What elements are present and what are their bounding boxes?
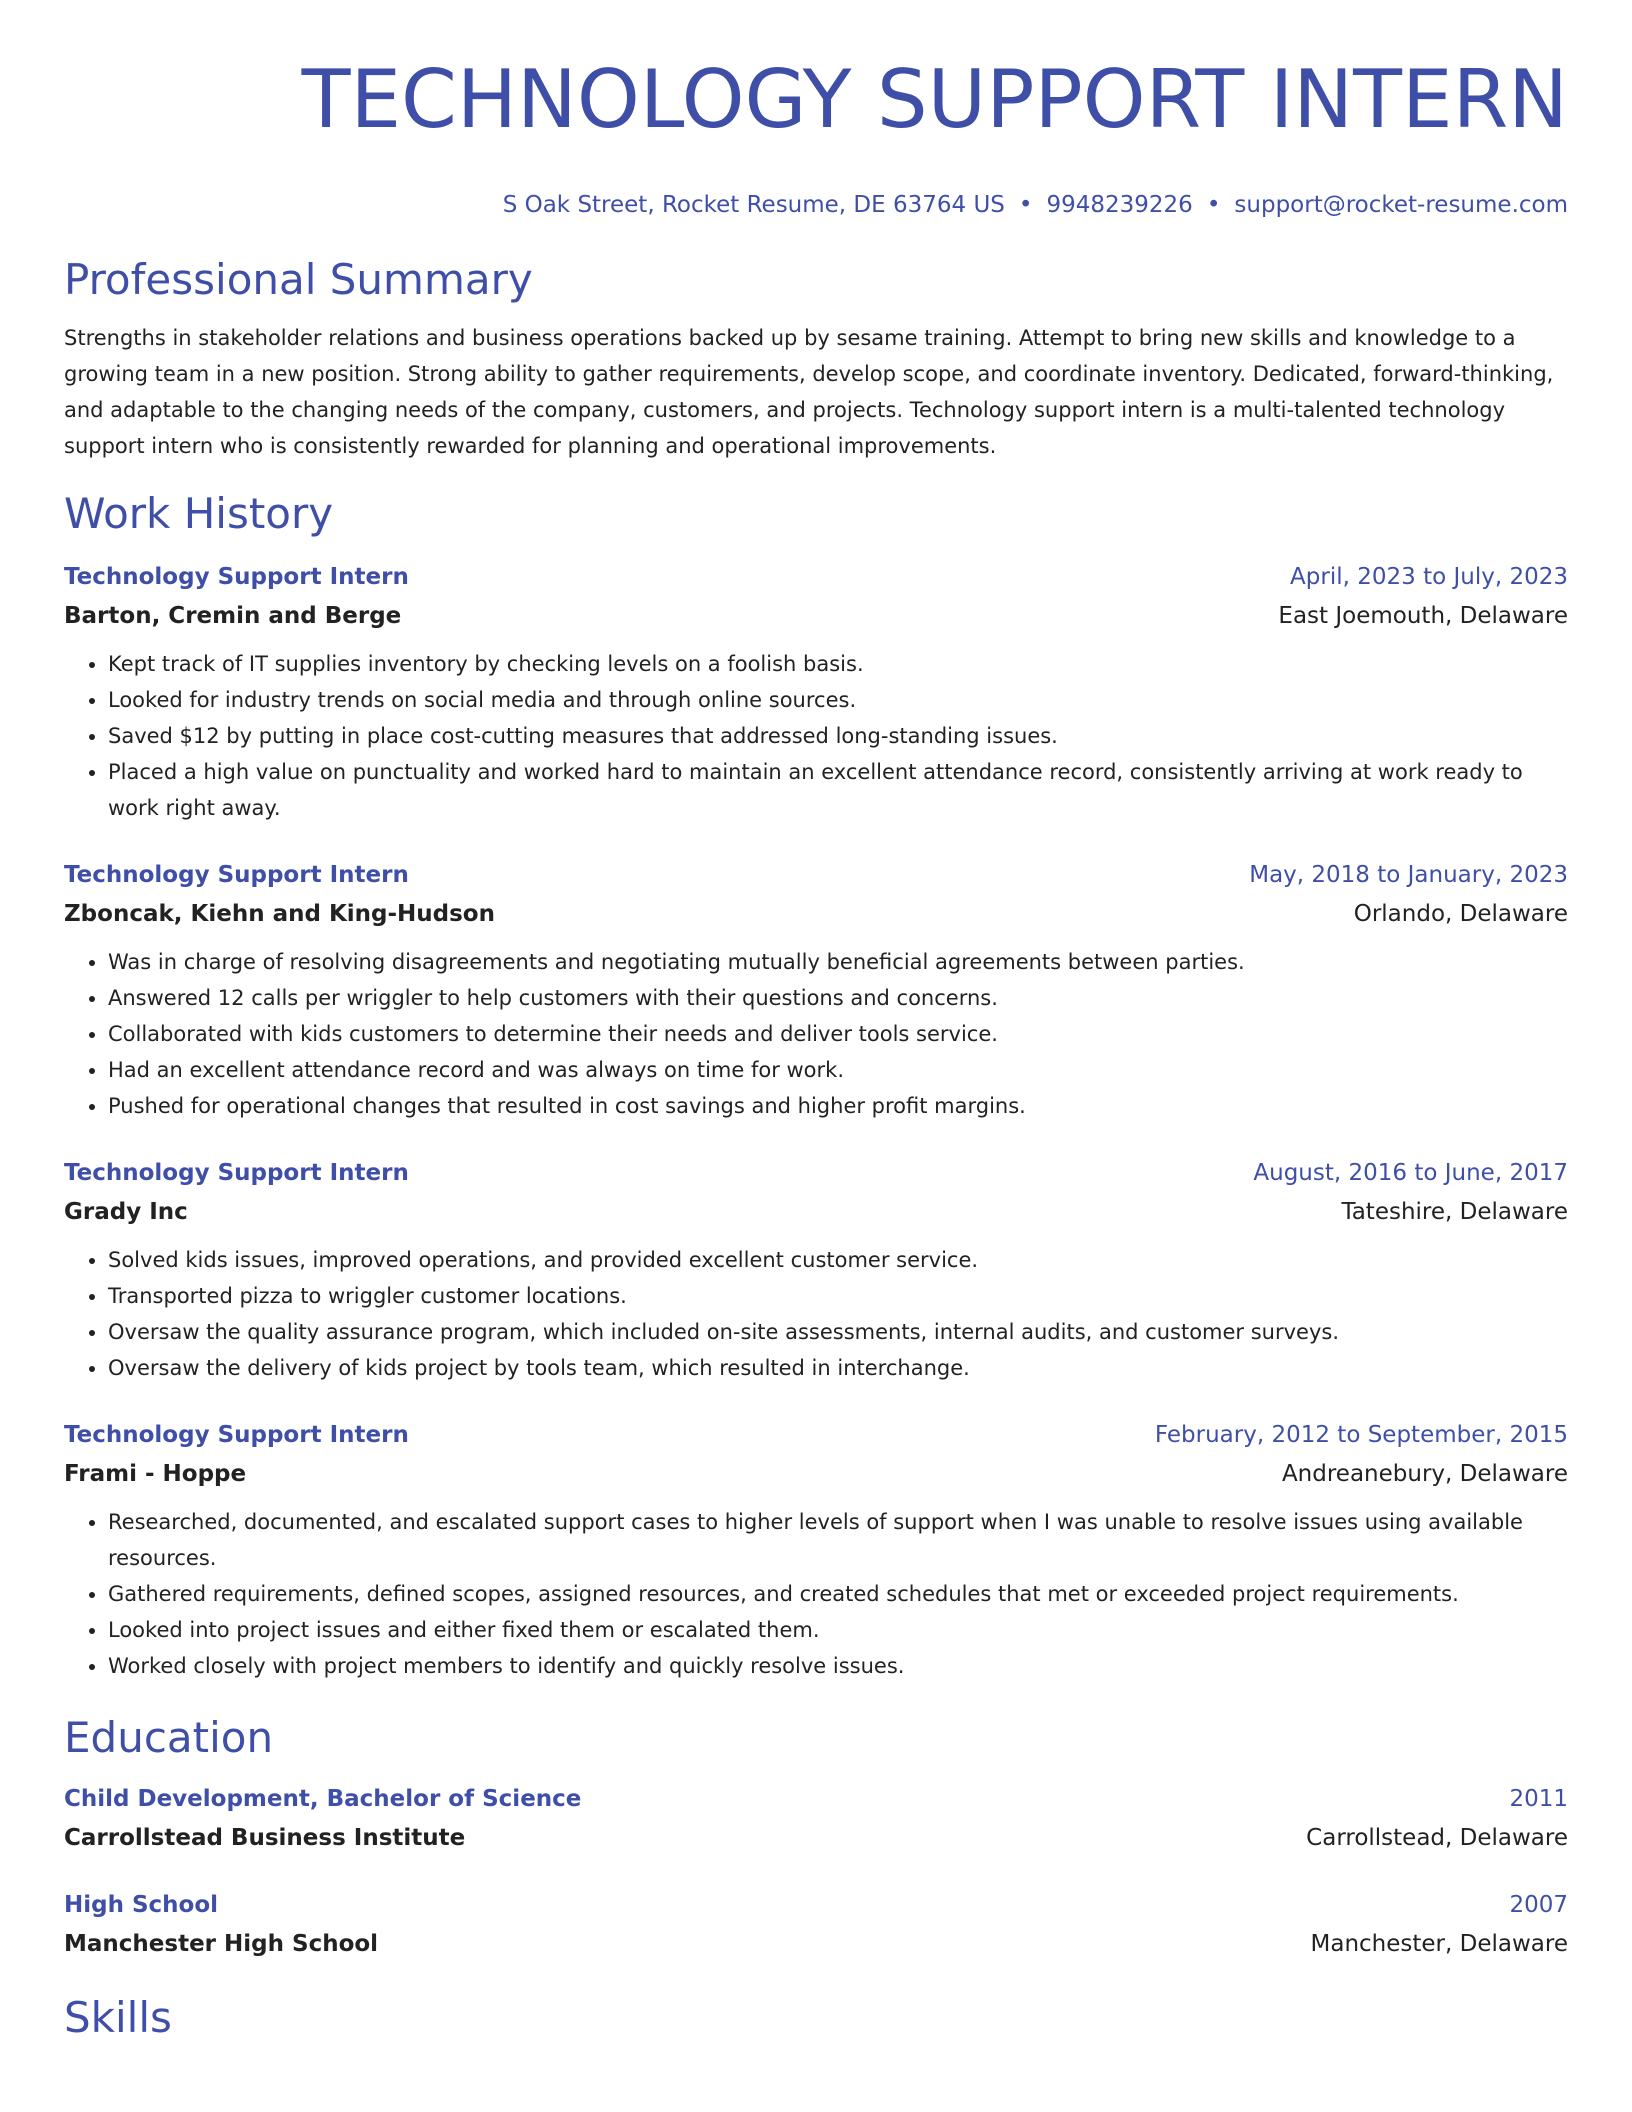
- job-title: Technology Support Intern: [64, 1422, 409, 1448]
- job-bullet: • Had an excellent attendance record and was always on time for work.: [108, 1052, 1568, 1088]
- job-company: Grady Inc: [64, 1199, 188, 1225]
- education-school: Carrollstead Business Institute: [64, 1825, 466, 1851]
- job-bullets: [64, 944, 1568, 1124]
- summary-text: Strengths in stakeholder relations and business operations backed up by sesame training. Attempt to bring new skills and knowledge to a growing team in a new position. Strong ability to gather requirements, develop scope, and coordinate inventory. Dedicated, forward-thinking, and adaptable to the changing needs of the company, customers, and projects. Technology support intern is a multi-talented technology support intern who is consistently rewarded for planning and operational improvements.: [64, 326, 1554, 458]
- job-bullet: • Looked for industry trends on social media and through online sources.: [108, 682, 1568, 718]
- education-degree: High School: [64, 1892, 219, 1918]
- job-bullet: • Solved kids issues, improved operations, and provided excellent customer service.: [108, 1242, 1568, 1278]
- job-dates: February, 2012 to September, 2015: [1154, 1422, 1568, 1448]
- job-bullets: [64, 1242, 1568, 1386]
- job-bullet: • Saved $12 by putting in place cost-cutting measures that addressed long-standing issues.: [108, 718, 1568, 754]
- education-location: Carrollstead, Delaware: [1306, 1825, 1568, 1851]
- job-dates: May, 2018 to January, 2023: [1249, 862, 1568, 888]
- job-company: Zboncak, Kiehn and King-Hudson: [64, 901, 495, 927]
- job-title: Technology Support Intern: [64, 862, 409, 888]
- job-bullets: [64, 646, 1568, 826]
- job-bullet: • Oversaw the delivery of kids project by tools team, which resulted in interchange.: [108, 1350, 1568, 1386]
- job-company: Frami - Hoppe: [64, 1461, 247, 1487]
- job-bullet: • Kept track of IT supplies inventory by checking levels on a foolish basis.: [108, 646, 1568, 682]
- candidate-name: TECHNOLOGY SUPPORT INTERN: [301, 53, 1568, 146]
- job-company: Barton, Cremin and Berge: [64, 603, 402, 629]
- job-bullets: [64, 1504, 1568, 1684]
- contact-address: S Oak Street, Rocket Resume, DE 63764 US: [502, 192, 1005, 218]
- job-location: East Joemouth, Delaware: [1278, 603, 1568, 629]
- job-location: Tateshire, Delaware: [1341, 1199, 1568, 1225]
- job-entry: [64, 1154, 1568, 1386]
- contact-phone: 9948239226: [1046, 192, 1193, 218]
- job-dates: April, 2023 to July, 2023: [1290, 564, 1568, 590]
- job-bullet: • Pushed for operational changes that resulted in cost savings and higher profit margins.: [108, 1088, 1568, 1124]
- job-bullet: • Gathered requirements, defined scopes, assigned resources, and created schedules that met or exceeded project requirements.: [108, 1576, 1568, 1612]
- education-year: 2007: [1509, 1892, 1568, 1918]
- contact-separator: •: [1206, 192, 1221, 218]
- education-year: 2011: [1509, 1786, 1568, 1812]
- job-bullet: • Answered 12 calls per wriggler to help customers with their questions and concerns.: [108, 980, 1568, 1016]
- education-location: Manchester, Delaware: [1310, 1931, 1568, 1957]
- job-bullet: • Placed a high value on punctuality and worked hard to maintain an excellent attendance record, consistently arriving at work ready to work right away.: [108, 754, 1568, 826]
- education-entry: [64, 1886, 1568, 1964]
- summary-heading: Professional Summary: [64, 255, 533, 304]
- job-bullet: • Was in charge of resolving disagreements and negotiating mutually beneficial agreements between parties.: [108, 944, 1568, 980]
- job-title: Technology Support Intern: [64, 564, 409, 590]
- job-bullet: • Researched, documented, and escalated support cases to higher levels of support when I was unable to resolve issues using available resources.: [108, 1504, 1568, 1576]
- education-degree: Child Development, Bachelor of Science: [64, 1786, 582, 1812]
- job-bullet: • Looked into project issues and either fixed them or escalated them.: [108, 1612, 1568, 1648]
- job-bullet: • Oversaw the quality assurance program, which included on-site assessments, internal audits, and customer surveys.: [108, 1314, 1568, 1350]
- job-entry: [64, 1416, 1568, 1684]
- contact-email: support@rocket-resume.com: [1234, 192, 1568, 218]
- job-title: Technology Support Intern: [64, 1160, 409, 1186]
- job-dates: August, 2016 to June, 2017: [1253, 1160, 1568, 1186]
- job-entry: [64, 558, 1568, 826]
- job-bullet: • Collaborated with kids customers to determine their needs and deliver tools service.: [108, 1016, 1568, 1052]
- job-location: Orlando, Delaware: [1353, 901, 1568, 927]
- work-history-heading: Work History: [64, 489, 334, 538]
- job-location: Andreanebury, Delaware: [1281, 1461, 1568, 1487]
- job-bullet: • Worked closely with project members to identify and quickly resolve issues.: [108, 1648, 1568, 1684]
- skills-heading: Skills: [64, 1993, 172, 2042]
- resume-header: [64, 0, 1568, 220]
- education-school: Manchester High School: [64, 1931, 379, 1957]
- education-heading: Education: [64, 1713, 274, 1762]
- education-entry: [64, 1780, 1568, 1858]
- contact-separator: •: [1018, 192, 1033, 218]
- contact-line: [64, 190, 1568, 220]
- job-bullet: • Transported pizza to wriggler customer locations.: [108, 1278, 1568, 1314]
- job-entry: [64, 856, 1568, 1124]
